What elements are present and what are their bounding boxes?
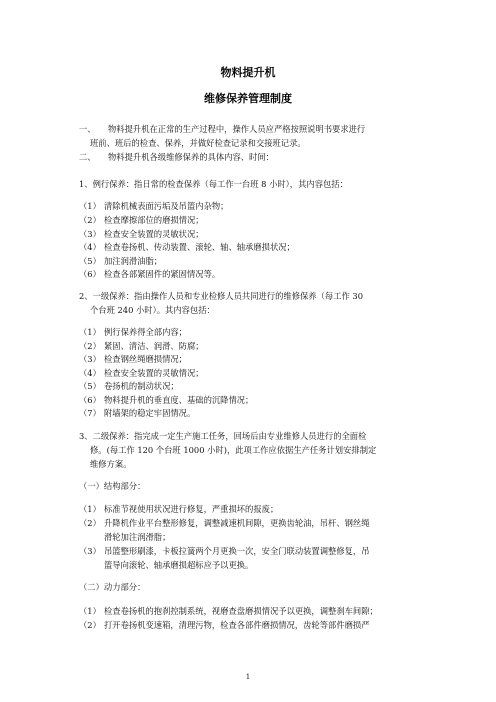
list-item: 检查安全装置的灵敏情况； xyxy=(104,368,204,378)
list-item: 加注润滑油脂； xyxy=(104,256,163,266)
paragraph-line: 物料提升机在正常的生产过程中，操作人员应严格按照说明书要求进行 xyxy=(108,124,366,134)
list-number: （3） xyxy=(79,546,101,556)
list-item: 例行保养得全部内容； xyxy=(104,327,187,337)
list-number: （1） xyxy=(79,606,101,616)
list-number: （2） xyxy=(79,215,101,225)
list-item-continuation: 滑轮加注润滑脂； xyxy=(104,532,171,542)
doc-subtitle: 维修保养管理制度 xyxy=(204,92,292,105)
list-number: （3） xyxy=(79,354,101,364)
list-number: （2） xyxy=(79,341,101,351)
list-item-continuation: 篮导向滚轮、轴承磨损超标应予以更换。 xyxy=(104,560,254,570)
list-number: （4） xyxy=(79,242,101,252)
list-number: （1） xyxy=(79,327,101,337)
list-number: （6） xyxy=(79,395,101,405)
page-number: 1 xyxy=(245,673,251,681)
list-number: （5） xyxy=(79,256,101,266)
list-number: （1） xyxy=(79,201,101,211)
list-item: 检查卷扬机、传动装置、滚轮、轴、轴承磨损状况； xyxy=(104,242,295,252)
list-item: 检查钢丝绳磨损情况； xyxy=(104,354,187,364)
paragraph-line: 修。(每工作 120 个台班 1000 小时)，此项工作应依据生产任务计划安排制定 xyxy=(90,445,377,455)
paragraph-line: 维修方案。 xyxy=(90,459,132,469)
subsection-heading: （一）结构部分： xyxy=(79,481,146,491)
list-item: 紧固、清洁、润滑、防腐； xyxy=(104,341,204,351)
list-number: （3） xyxy=(79,229,101,239)
paragraph-line: 班前、班后的检查、保养，并做好检查记录和交接班记录。 xyxy=(90,138,306,148)
section-number: 二、 xyxy=(79,152,96,162)
list-item: 物料提升机的垂直度、基础的沉降情况； xyxy=(104,395,254,405)
doc-title: 物料提升机 xyxy=(220,66,276,79)
subsection-heading: （二）动力部分： xyxy=(79,582,146,592)
list-item: 卷扬机的制动状况； xyxy=(104,381,179,391)
list-number: （7） xyxy=(79,408,101,418)
list-item: 检查摩擦部位的磨损情况； xyxy=(104,215,204,225)
list-number: （2） xyxy=(79,620,101,630)
list-number: （4） xyxy=(79,368,101,378)
paragraph-heading: 2、一级保养：指由操作人员和专业检修人员共同进行的维修保养（每工作 30 xyxy=(79,291,363,301)
paragraph-heading: 3、二级保养：指完成一定生产施工任务，回场后由专业维修人员进行的全面检 xyxy=(79,431,367,441)
list-item: 检查各部紧固件的紧固情况等。 xyxy=(104,269,221,279)
list-item: 检查卷扬机的抱刹控制系统，视磨查盘磨损情况予以更换，调整刹车间隙； xyxy=(104,606,378,616)
list-item: 升降机作业平台整形修复，调整减速机间隙，更换齿轮油，吊杆、钢丝绳 xyxy=(104,518,370,528)
list-number: （5） xyxy=(79,381,101,391)
paragraph-line: 个台班 240 小时）。其内容包括： xyxy=(90,305,215,315)
list-item: 打开卷扬机变速箱，清理污物，检查各部件磨损情况，齿轮等部件磨损严 xyxy=(104,620,370,630)
list-item: 清除机械表面污垢及吊篮内杂物； xyxy=(104,201,229,211)
list-item: 检查安全装置的灵敏状况； xyxy=(104,229,204,239)
list-number: （2） xyxy=(79,518,101,528)
paragraph-heading: 1、例行保养：指日常的检查保养（每工作一台班 8 小时），其内容包括： xyxy=(79,179,348,189)
list-number: （6） xyxy=(79,269,101,279)
list-item: 附墙架的稳定牢固情况。 xyxy=(104,408,196,418)
section-number: 一、 xyxy=(79,124,96,134)
list-number: （1） xyxy=(79,504,101,514)
list-item: 标准节视使用状况进行修复，严重损坏的报废； xyxy=(104,504,279,514)
list-item: 吊篮整形刷漆，卡板拉簧两个月更换一次，安全门联动装置调整修复，吊 xyxy=(104,546,370,556)
paragraph-line: 物料提升机各级维修保养的具体内容、时间： xyxy=(108,152,274,162)
